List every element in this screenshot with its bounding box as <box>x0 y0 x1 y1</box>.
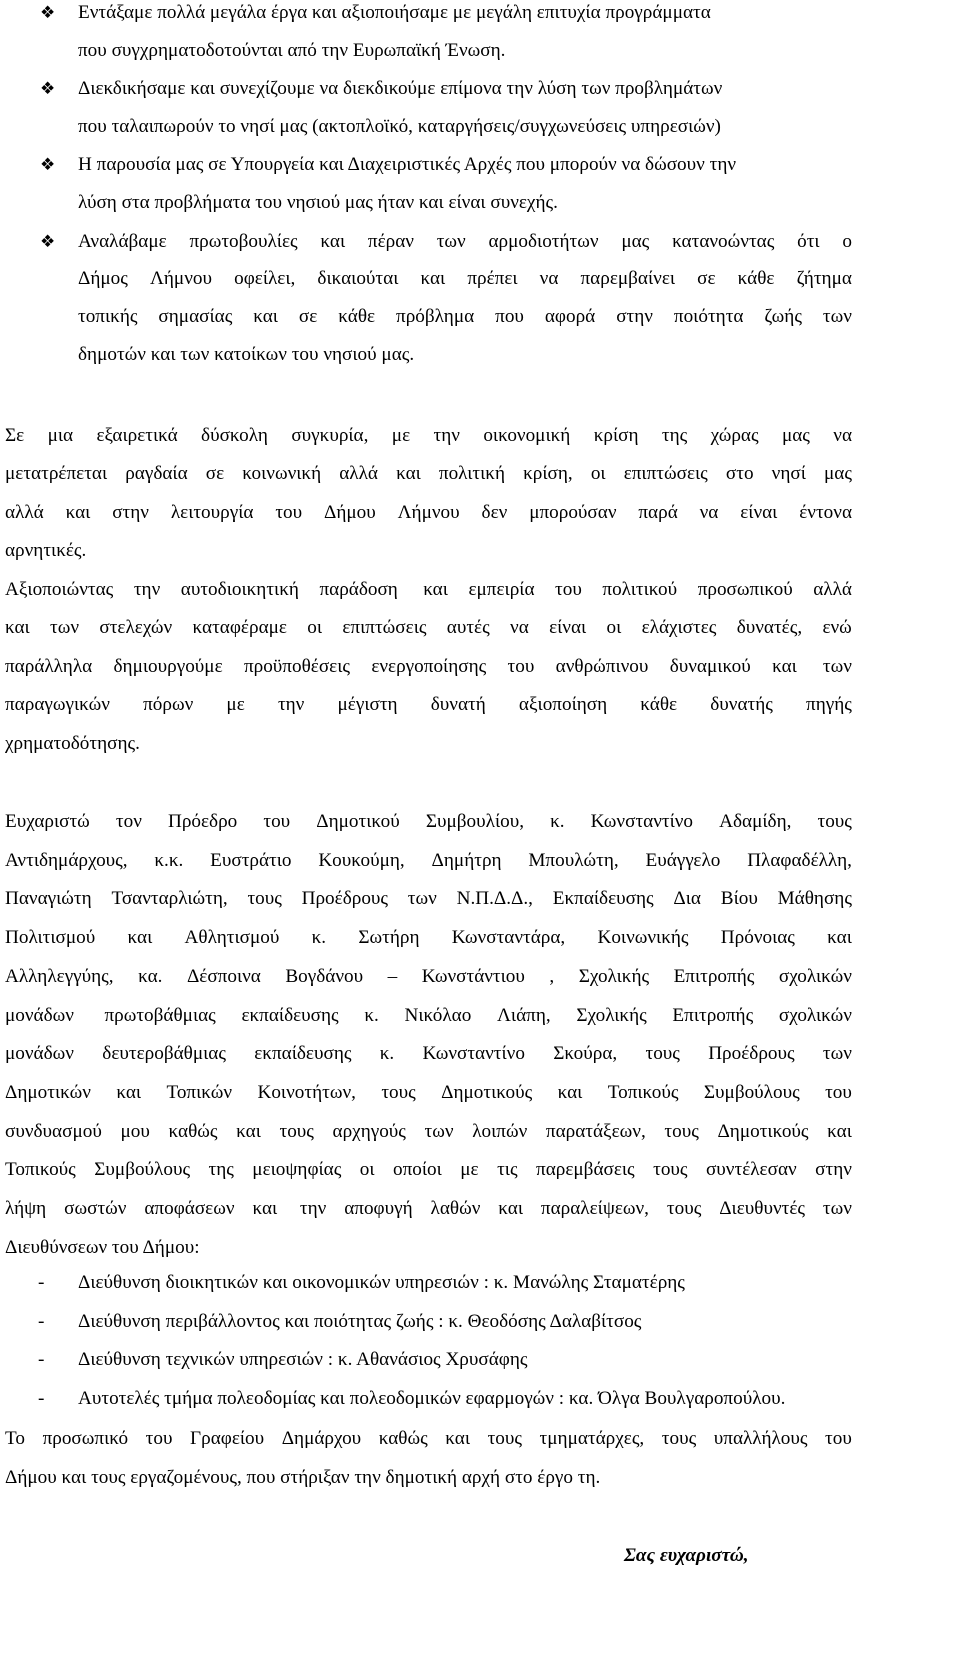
word: και <box>498 1198 524 1219</box>
word: μας <box>781 425 810 446</box>
word: Κουκούμη, <box>318 850 405 871</box>
word: Δημοτικούς <box>717 1121 809 1142</box>
bullet-diamond-icon: ❖ <box>40 155 56 174</box>
word: ενεργοποίησης <box>371 656 487 677</box>
bullet-line: δημοτών και των κατοίκων του νησιού μας. <box>78 344 415 365</box>
word: – <box>387 966 398 987</box>
word: οικονομική <box>483 425 571 446</box>
word: και <box>127 927 153 948</box>
word: Ν.Π.Δ.Δ., <box>456 888 533 909</box>
word: Πρόεδρο <box>167 811 238 832</box>
word: κ. <box>550 811 565 832</box>
word: τους <box>661 1428 697 1449</box>
word: Σε <box>5 425 25 446</box>
word: κρίση, <box>523 463 573 484</box>
word: συνδυασμού <box>5 1121 102 1142</box>
word: ραγδαία <box>125 463 188 484</box>
word: Κωνστάντιου <box>421 966 525 987</box>
word: τους <box>817 811 852 832</box>
text-line <box>5 810 852 834</box>
word: Συμβούλους <box>703 1082 800 1103</box>
text-line: αρνητικές. <box>5 540 87 561</box>
text-line <box>5 655 852 679</box>
word: κ. <box>364 1005 379 1026</box>
word: του <box>825 1082 852 1103</box>
word: και <box>827 927 852 948</box>
word: και <box>557 1082 583 1103</box>
word: ότι <box>797 231 820 252</box>
word: μετατρέπεται <box>5 463 108 484</box>
word: των <box>818 656 852 677</box>
word: καταφέραμε <box>192 617 287 638</box>
word: των <box>407 888 437 909</box>
word: ζήτημα <box>796 268 852 289</box>
word: τους <box>645 1043 680 1064</box>
word: αποφάσεων <box>144 1198 235 1219</box>
word: σχολικών <box>778 966 852 987</box>
word: την <box>133 579 161 600</box>
word: σχολικών <box>778 1005 852 1026</box>
word: προϋποθέσεις <box>243 656 350 677</box>
text-line <box>5 578 852 602</box>
word: μειοψηφίας <box>252 1159 342 1180</box>
word: Μάθησης <box>777 888 852 909</box>
word: παρατάξεων, <box>545 1121 646 1142</box>
word: παράλληλα <box>5 656 93 677</box>
word: παρεμβαίνει <box>580 268 676 289</box>
word: που <box>495 306 524 327</box>
word: σε <box>298 306 318 327</box>
word: λοιπών <box>472 1121 528 1142</box>
bullet-line: Η παρουσία μας σε Υπουργεία και Διαχειριστικές Αρχές που μπορούν να δώσουν την <box>78 154 737 175</box>
word: κάθε <box>338 306 376 327</box>
word: καθώς <box>168 1121 218 1142</box>
word: Δημήτρη <box>431 850 502 871</box>
word: αποφυγή <box>344 1198 413 1219</box>
list-dash: - <box>38 1311 45 1332</box>
word: λήψη <box>5 1198 47 1219</box>
word: κάθε <box>640 694 678 715</box>
bullet-line <box>78 230 852 254</box>
word: Σχολικής <box>578 966 650 987</box>
word: εμπειρία <box>468 579 535 600</box>
word: κρίση <box>593 425 639 446</box>
word: των <box>822 1198 852 1219</box>
word: και <box>116 1082 142 1103</box>
word: στο <box>725 463 754 484</box>
word: Αδαμίδη, <box>719 811 792 832</box>
text-line <box>5 1081 852 1105</box>
word: επιπτώσεις <box>623 463 708 484</box>
word: της <box>661 425 688 446</box>
word: Τοπικούς <box>607 1082 679 1103</box>
word: αρμοδιοτήτων <box>488 231 599 252</box>
bullet-line: που συγχρηματοδοτούνται από την Ευρωπαϊκή Ένωση. <box>78 40 506 61</box>
text-line <box>5 1120 852 1144</box>
word: και <box>5 617 30 638</box>
word: Εκπαίδευσης <box>552 888 654 909</box>
word: αρχηγούς <box>332 1121 406 1142</box>
word: είναι <box>549 617 587 638</box>
list-dash: - <box>38 1349 45 1370</box>
bullet-diamond-icon: ❖ <box>40 3 56 22</box>
word: ζωής <box>764 306 802 327</box>
word: Βογδάνου <box>285 966 364 987</box>
word: κάθε <box>737 268 775 289</box>
word: Συμβούλους <box>94 1159 191 1180</box>
bullet-line <box>78 305 852 329</box>
word: τους <box>279 1121 314 1142</box>
word: Κωνσταντίνο <box>590 811 694 832</box>
word: Αξιοποιώντας <box>5 579 114 600</box>
text-line <box>5 501 852 525</box>
word: να <box>699 502 719 523</box>
word: οι <box>307 617 323 638</box>
word: του <box>825 1428 852 1449</box>
word: κατανοώντας <box>672 231 775 252</box>
word: Σωτήρη <box>358 927 420 948</box>
word: και <box>253 306 278 327</box>
word: Πλαφαδέλλη, <box>747 850 852 871</box>
director-item: Αυτοτελές τμήμα πολεοδομίας και πολεοδομικών εφαρμογών : κα. Όλγα Βουλγαροπούλου. <box>78 1388 786 1409</box>
word: Κωνσταντίνο <box>422 1043 525 1064</box>
word: αξιοποίηση <box>518 694 608 715</box>
word: Νικόλαο <box>404 1005 472 1026</box>
word: τους <box>487 1428 522 1449</box>
word: και <box>827 1121 852 1142</box>
word: αλλά <box>339 463 378 484</box>
word: τις <box>497 1159 518 1180</box>
word: Κωνσταντάρα, <box>451 927 566 948</box>
word: λειτουργία <box>170 502 254 523</box>
text-line <box>5 1042 852 1066</box>
word: τους <box>381 1082 416 1103</box>
word: του <box>275 502 303 523</box>
word: Κοινωνικής <box>597 927 689 948</box>
word: πέραν <box>367 231 414 252</box>
word: προσωπικού <box>697 579 793 600</box>
word: μας <box>621 231 650 252</box>
word: είναι <box>740 502 778 523</box>
word: Λήμνου <box>149 268 212 289</box>
text-line <box>5 1158 852 1182</box>
word: πόρων <box>143 694 194 715</box>
word: Δημοτικών <box>5 1082 91 1103</box>
word: Δήμου <box>324 502 376 523</box>
word: Πρόνοιας <box>720 927 795 948</box>
word: σωστών <box>64 1198 127 1219</box>
word: πρωτοβουλίες <box>189 231 298 252</box>
word: ο <box>842 231 852 252</box>
word: Δημοτικού <box>316 811 400 832</box>
word: Τσανταρλιώτη, <box>111 888 228 909</box>
word: δημιουργούμε <box>113 656 223 677</box>
text-line <box>5 1197 852 1221</box>
text-line <box>5 462 852 486</box>
word: πολιτικού <box>602 579 678 600</box>
word: μας <box>824 463 852 484</box>
word: δευτεροβάθμιας <box>102 1043 226 1064</box>
bullet-line <box>78 267 852 291</box>
text-line: χρηματοδότησης. <box>5 733 140 754</box>
word: σε <box>205 463 225 484</box>
word: του <box>145 1428 173 1449</box>
word: δεν <box>481 502 508 523</box>
closing-signature: Σας ευχαριστώ, <box>624 1545 749 1566</box>
word: επιπτώσεις <box>342 617 427 638</box>
word: με <box>460 1159 479 1180</box>
word: λαθών <box>430 1198 481 1219</box>
word: πρωτοβάθμιας <box>99 1005 216 1026</box>
word: Προέδρους <box>301 888 389 909</box>
bullet-line: Εντάξαμε πολλά μεγάλα έργα και αξιοποιήσαμε με μεγάλη επιτυχία προγράμματα <box>78 2 711 23</box>
word: και <box>252 1198 278 1219</box>
word: Αναλάβαμε <box>78 231 167 252</box>
word: εξαιρετικά <box>96 425 178 446</box>
word: εκπαίδευσης <box>254 1043 352 1064</box>
word: Δημάρχου <box>281 1428 362 1449</box>
text-line <box>5 1427 852 1451</box>
word: Βίου <box>720 888 758 909</box>
word: , <box>549 966 555 987</box>
bullet-diamond-icon: ❖ <box>40 79 56 98</box>
text-line <box>5 1004 852 1028</box>
word: του <box>263 811 291 832</box>
word: συγκυρία, <box>291 425 369 446</box>
director-item: Διεύθυνση περιβάλλοντος και ποιότητας ζωής : κ. Θεοδόσης Δαλαβίτσος <box>78 1311 642 1332</box>
word: τους <box>247 888 282 909</box>
word: τους <box>666 1198 702 1219</box>
word: καθώς <box>378 1428 428 1449</box>
word: Παναγιώτη <box>5 888 92 909</box>
word: Τοπικών <box>166 1082 233 1103</box>
word: Ευάγγελο <box>645 850 721 871</box>
word: αλλά <box>5 502 44 523</box>
word: του <box>507 656 535 677</box>
word: των <box>424 1121 454 1142</box>
word: κοινωνική <box>242 463 322 484</box>
word: τους <box>653 1159 688 1180</box>
word: πηγής <box>806 694 852 715</box>
word: με <box>226 694 245 715</box>
word: Δέσποινα <box>186 966 261 987</box>
word: χώρας <box>710 425 759 446</box>
word: οι <box>590 463 606 484</box>
word: και <box>236 1121 261 1142</box>
word: των <box>436 231 466 252</box>
word: έντονα <box>799 502 852 523</box>
word: πολιτική <box>438 463 505 484</box>
word: τοπικής <box>78 306 138 327</box>
word: οι <box>359 1159 375 1180</box>
word: ανθρώπινου <box>555 656 649 677</box>
word: των <box>50 617 80 638</box>
word: δυνατής <box>710 694 773 715</box>
word: τον <box>115 811 142 832</box>
word: Λιάπη, <box>497 1005 551 1026</box>
word: Αλληλεγγύης, <box>5 966 114 987</box>
word: Ευστράτιο <box>210 850 292 871</box>
word: Δια <box>673 888 701 909</box>
word: και <box>65 502 91 523</box>
word: κα. <box>138 966 163 987</box>
bullet-line: που ταλαιπωρούν το νησί μας (ακτοπλοϊκό, καταργήσεις/συγχωνεύσεις υπηρεσιών) <box>78 116 721 137</box>
word: δυνατές, <box>736 617 803 638</box>
word: στελεχών <box>99 617 173 638</box>
word: τους <box>664 1121 699 1142</box>
word: ενώ <box>822 617 852 638</box>
text-line <box>5 616 852 640</box>
word: σημασίας <box>158 306 233 327</box>
word: δυνατή <box>430 694 486 715</box>
word: ελάχιστες <box>641 617 717 638</box>
word: της <box>208 1159 234 1180</box>
word: Πολιτισμού <box>5 927 96 948</box>
word: μέγιστη <box>337 694 398 715</box>
word: παραλείψεων, <box>540 1198 649 1219</box>
word: και <box>772 656 797 677</box>
word: Κοινοτήτων, <box>257 1082 356 1103</box>
word: οποίοι <box>393 1159 442 1180</box>
word: Λήμνου <box>397 502 460 523</box>
word: Αθλητισμού <box>184 927 280 948</box>
word: σε <box>697 268 716 289</box>
text-line <box>5 424 852 448</box>
word: Μπουλώτη, <box>528 850 619 871</box>
bullet-diamond-icon: ❖ <box>40 232 56 251</box>
word: παράδοση <box>319 579 398 600</box>
bullet-line: Διεκδικήσαμε και συνεχίζουμε να διεκδικούμε επίμονα την λύση των προβλημάτων <box>78 78 723 99</box>
word: και <box>396 463 421 484</box>
word: κ. <box>311 927 327 948</box>
word: αυτοδιοικητική <box>180 579 299 600</box>
word: Γραφείου <box>190 1428 265 1449</box>
word: Διευθυντές <box>719 1198 805 1219</box>
word: δυναμικού <box>669 656 751 677</box>
word: αλλά <box>813 579 852 600</box>
word: συντέλεσαν <box>705 1159 797 1180</box>
word: να <box>833 425 852 446</box>
list-dash: - <box>38 1388 45 1409</box>
word: κ.κ. <box>154 850 184 871</box>
word: των <box>822 306 852 327</box>
word: παρά <box>638 502 678 523</box>
text-line <box>5 693 852 717</box>
word: την <box>295 1198 327 1219</box>
word: και <box>445 1428 471 1449</box>
word: μπορούσαν <box>529 502 617 523</box>
word: αυτές <box>446 617 490 638</box>
bullet-line: λύση στα προβλήματα του νησιού μας ήταν και είναι συνεχής. <box>78 192 558 213</box>
word: πρέπει <box>467 268 518 289</box>
word: Δήμος <box>78 268 128 289</box>
text-line <box>5 926 852 950</box>
word: Δημοτικούς <box>441 1082 533 1103</box>
word: αφορά <box>544 306 596 327</box>
word: μου <box>120 1121 150 1142</box>
text-line <box>5 887 852 911</box>
word: κ. <box>379 1043 395 1064</box>
word: την <box>433 425 460 446</box>
word: των <box>822 1043 852 1064</box>
word: στην <box>815 1159 852 1180</box>
word: δύσκολη <box>201 425 268 446</box>
word: στην <box>112 502 149 523</box>
word: και <box>420 268 446 289</box>
text-line <box>5 849 852 873</box>
word: οφείλει, <box>234 268 296 289</box>
word: Σκούρα, <box>553 1043 618 1064</box>
word: Προέδρους <box>708 1043 795 1064</box>
word: Επιτροπής <box>673 966 755 987</box>
word: με <box>391 425 411 446</box>
word: και <box>418 579 448 600</box>
word: παρεμβάσεις <box>536 1159 635 1180</box>
word: παραγωγικών <box>5 694 110 715</box>
word: νησί <box>771 463 806 484</box>
list-dash: - <box>38 1272 45 1293</box>
word: ποιότητα <box>673 306 744 327</box>
text-line: Δήμου και τους εργαζομένους, που στήριξαν την δημοτική αρχή στο έργο τη. <box>5 1467 601 1488</box>
word: προσωπικό <box>42 1428 129 1449</box>
word: πρόβλημα <box>396 306 475 327</box>
text-line <box>5 965 852 989</box>
word: Σχολικής <box>576 1005 647 1026</box>
word: Αντιδημάρχους, <box>5 850 128 871</box>
word: τμηματάρχες, <box>539 1428 645 1449</box>
word: την <box>277 694 305 715</box>
word: εκπαίδευσης <box>241 1005 339 1026</box>
director-item: Διεύθυνση διοικητικών και οικονομικών υπηρεσιών : κ. Μανώλης Σταματέρης <box>78 1272 685 1293</box>
word: Τοπικούς <box>5 1159 76 1180</box>
word: υπαλλήλους <box>713 1428 808 1449</box>
word: Το <box>5 1428 25 1449</box>
text-line: Διευθύνσεων του Δήμου: <box>5 1237 200 1258</box>
word: να <box>539 268 559 289</box>
word: μονάδων <box>5 1005 74 1026</box>
word: οι <box>606 617 622 638</box>
word: μια <box>47 425 74 446</box>
word: του <box>555 579 582 600</box>
word: δικαιούται <box>317 268 399 289</box>
word: Ευχαριστώ <box>5 811 90 832</box>
director-item: Διεύθυνση τεχνικών υπηρεσιών : κ. Αθανάσιος Χρυσάφης <box>78 1349 528 1370</box>
word: και <box>320 231 346 252</box>
word: Επιτροπής <box>672 1005 754 1026</box>
word: μονάδων <box>5 1043 74 1064</box>
word: να <box>510 617 529 638</box>
word: στην <box>616 306 653 327</box>
word: Συμβουλίου, <box>425 811 524 832</box>
